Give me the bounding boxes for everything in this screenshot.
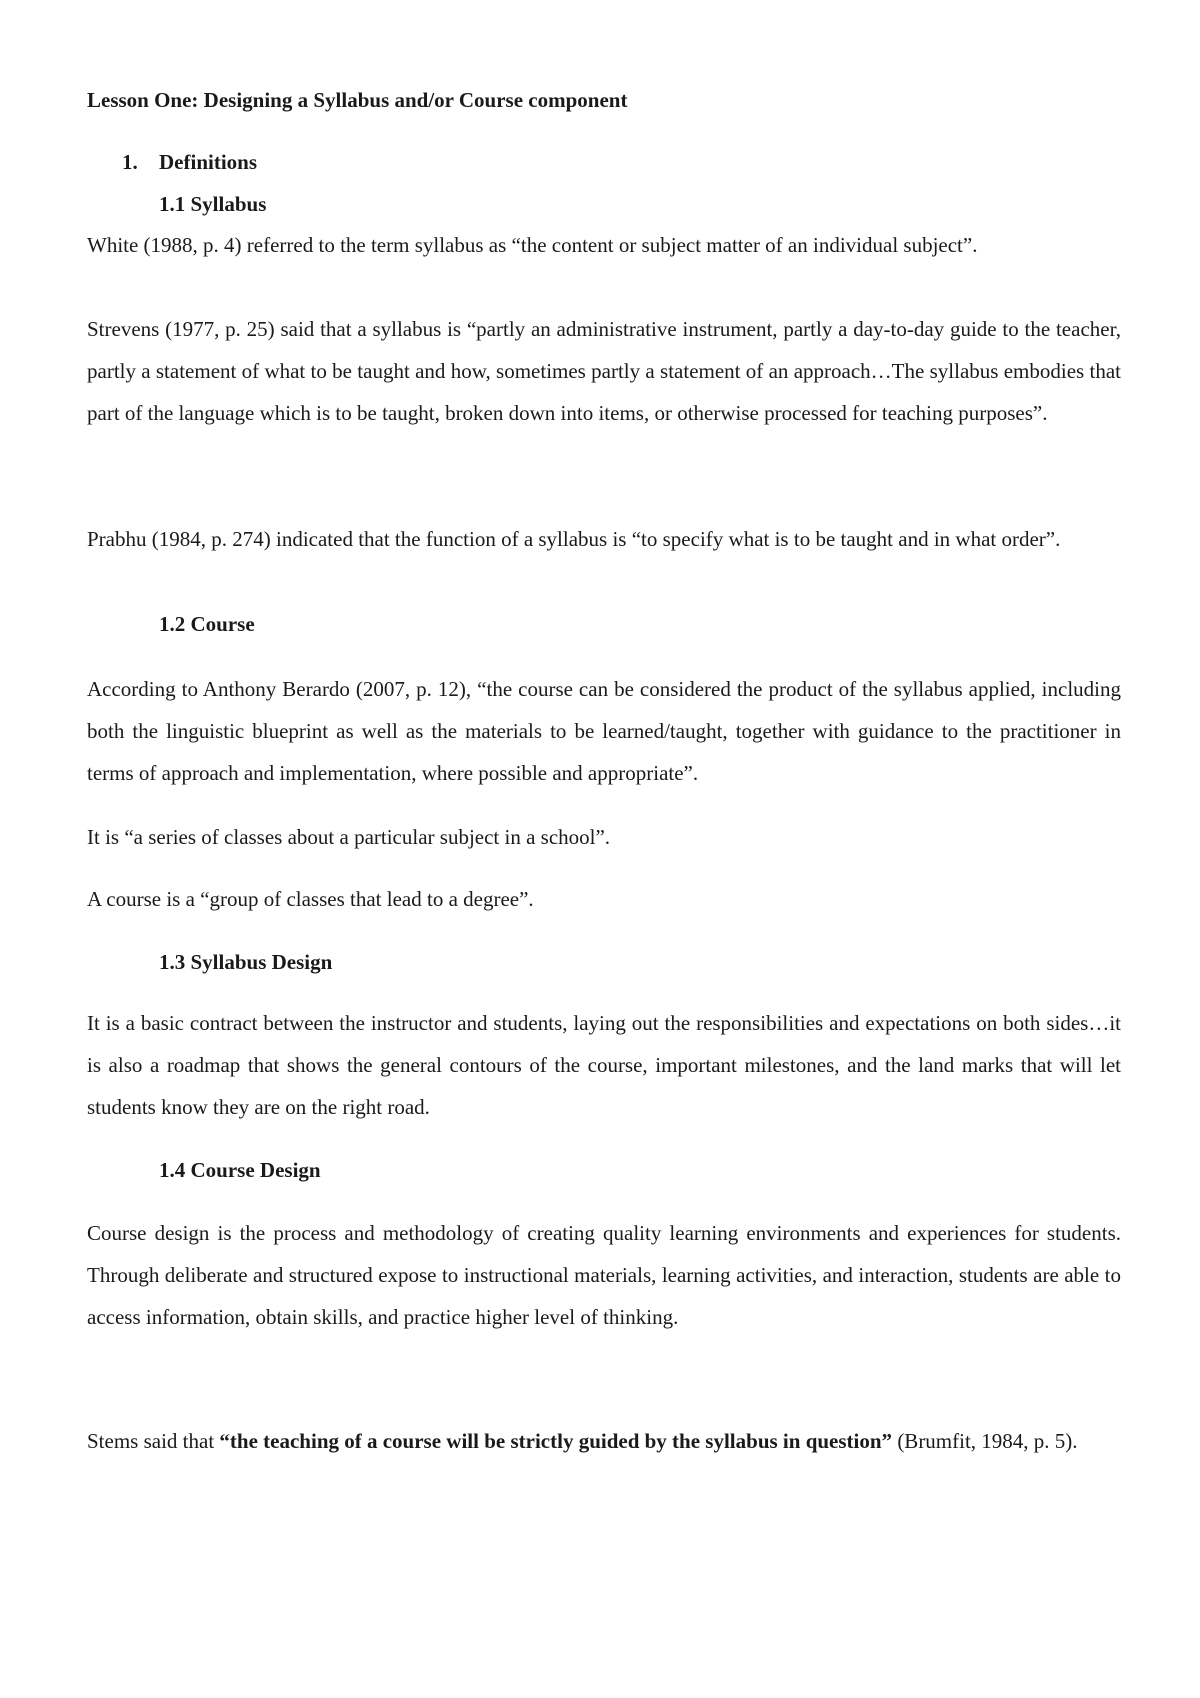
- paragraph-berardo: According to Anthony Berardo (2007, p. 12), “the course can be considered the product of the syllabus applied, including both the linguistic blueprint as well as the materials to be learned/taught, together with guidance to the practitioner in terms of approach and implementation, where possible and appropriate”.: [87, 677, 1121, 785]
- section-definitions: [122, 148, 257, 176]
- heading-syllabus-design: 1.3 Syllabus Design: [159, 950, 333, 974]
- paragraph-stems: [87, 1420, 1121, 1462]
- stems-citation: (Brumfit, 1984, p. 5).: [892, 1429, 1078, 1453]
- stems-intro: Stems said that: [87, 1429, 220, 1453]
- heading-syllabus: 1.1 Syllabus: [159, 192, 267, 216]
- paragraph-series-of-classes: It is “a series of classes about a particular subject in a school”.: [87, 825, 611, 849]
- document-title: Lesson One: Designing a Syllabus and/or Course component: [87, 88, 628, 112]
- heading-course-design: 1.4 Course Design: [159, 1158, 321, 1182]
- paragraph-strevens: Strevens (1977, p. 25) said that a syllabus is “partly an administrative instrument, partly a day-to-day guide to the teacher, partly a statement of what to be taught and how, sometimes partly a statement of an approach…The syllabus embodies that part of the language which is to be taught, broken down into items, or otherwise processed for teaching purposes”.: [87, 317, 1121, 425]
- paragraph-group-of-classes: A course is a “group of classes that lead to a degree”.: [87, 887, 534, 911]
- heading-course: 1.2 Course: [159, 612, 255, 636]
- section-number: 1.: [122, 150, 138, 174]
- paragraph-syllabus-design: It is a basic contract between the instructor and students, laying out the responsibilities and expectations on both sides…it is also a roadmap that shows the general contours of the course, important milestones, and the land marks that will let students know they are on the right road.: [87, 1011, 1121, 1119]
- paragraph-prabhu: Prabhu (1984, p. 274) indicated that the function of a syllabus is “to specify what is to be taught and in what order”.: [87, 527, 1061, 551]
- stems-quote: “the teaching of a course will be strictly guided by the syllabus in question”: [219, 1429, 893, 1453]
- paragraph-white: White (1988, p. 4) referred to the term syllabus as “the content or subject matter of an individual subject”.: [87, 233, 978, 257]
- paragraph-course-design: Course design is the process and methodology of creating quality learning environments and experiences for students. Through deliberate and structured expose to instructional materials, learning activities, and interaction, students are able to access information, obtain skills, and practice higher level of thinking.: [87, 1221, 1121, 1329]
- section-label: Definitions: [159, 150, 258, 174]
